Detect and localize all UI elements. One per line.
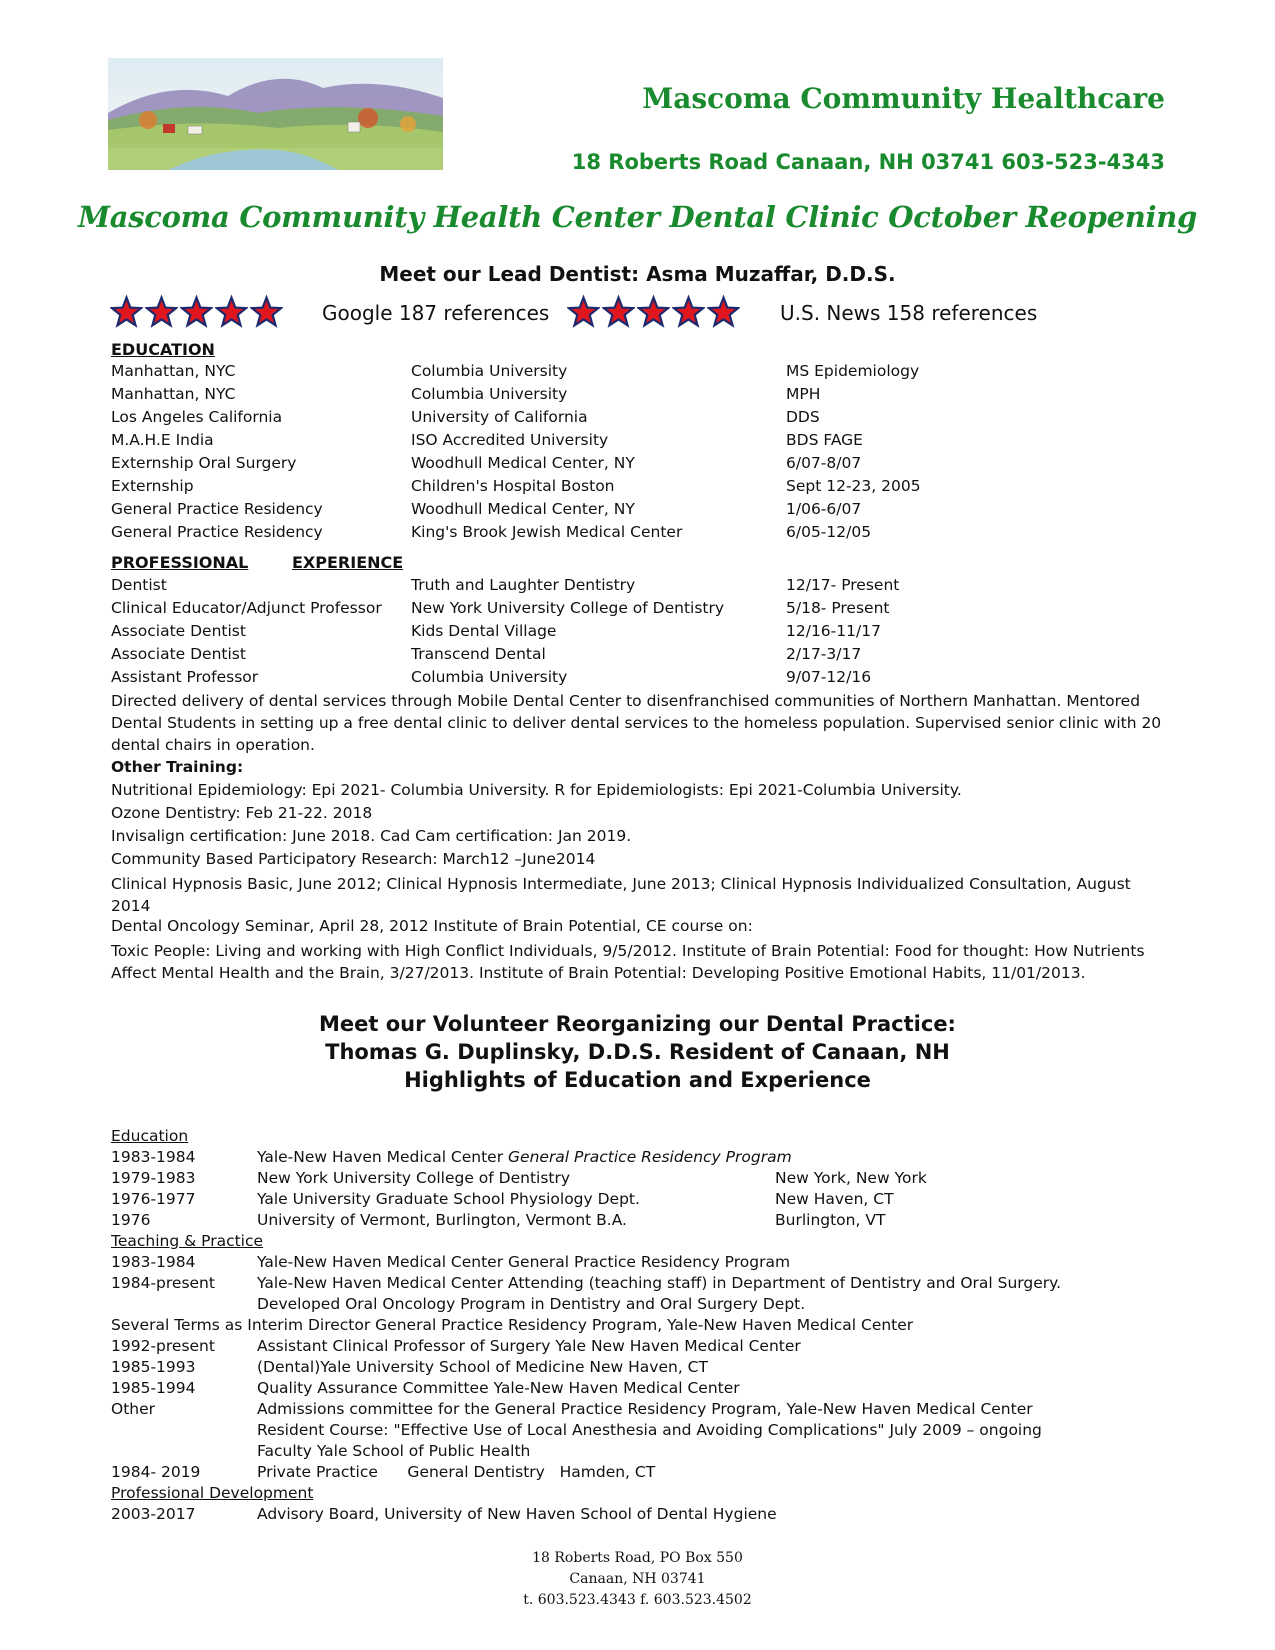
exp-row-2-dates: 12/16-11/17 <box>786 622 881 640</box>
edu-row-4-deg: 6/07-8/07 <box>786 454 862 472</box>
star-icon <box>567 294 600 330</box>
exp-row-2-org: Kids Dental Village <box>411 622 557 640</box>
vol-edu-1-loc: New York, New York <box>775 1169 927 1187</box>
training-line-2: Invisalign certification: June 2018. Cad Cam certification: Jan 2019. <box>111 827 632 845</box>
experience-heading-professional: PROFESSIONAL <box>111 553 249 572</box>
vol-edu-2-inst: Yale University Graduate School Physiology Dept. <box>257 1190 640 1208</box>
teach2-6-text: Private Practice General Dentistry Hamden, CT <box>257 1463 656 1481</box>
vol-edu-3-inst: University of Vermont, Burlington, Vermont B.A. <box>257 1211 627 1229</box>
teach-0-year: 1983-1984 <box>111 1253 196 1271</box>
volunteer-name: Thomas G. Duplinsky, D.D.S. Resident of Canaan, NH <box>325 1040 950 1064</box>
star-icon <box>145 294 178 330</box>
experience-summary: Directed delivery of dental services through Mobile Dental Center to disenfranchised communities of Northern Manhattan. Mentored Dental Students in setting up a free dental clinic to deliver dental services to the homeless population. Supervised senior clinic with 20 dental chairs in operation. <box>111 692 1162 754</box>
teach2-5-text: Faculty Yale School of Public Health <box>257 1442 531 1460</box>
teach2-3-year: Other <box>111 1400 156 1418</box>
exp-row-1-org: New York University College of Dentistry <box>411 599 725 617</box>
exp-row-0-dates: 12/17- Present <box>786 576 900 594</box>
google-references: Google 187 references <box>322 301 550 325</box>
exp-row-1-role: Clinical Educator/Adjunct Professor <box>111 599 382 617</box>
training-line-1: Ozone Dentistry: Feb 21-22. 2018 <box>111 804 373 822</box>
vol-edu-3-year: 1976 <box>111 1211 151 1229</box>
edu-row-0-place: Manhattan, NYC <box>111 362 236 380</box>
edu-row-5-deg: Sept 12-23, 2005 <box>786 477 921 495</box>
teach2-2-text: Quality Assurance Committee Yale-New Haven Medical Center <box>257 1379 740 1397</box>
org-name: Mascoma Community Healthcare <box>642 82 1165 115</box>
edu-row-3-deg: BDS FAGE <box>786 431 863 449</box>
edu-row-6-inst: Woodhull Medical Center, NY <box>411 500 635 518</box>
exp-row-2-role: Associate Dentist <box>111 622 246 640</box>
exp-row-3-role: Associate Dentist <box>111 645 246 663</box>
google-stars <box>110 294 283 334</box>
training-line-6: Toxic People: Living and working with High Conflict Individuals, 9/5/2012. Institute of Brain Potential: Food for thought: How Nutrients Affect Mental Health and the Brain, 3/27/2013. Institute of Brain Potential: Developing Positive Emotional Habits, 11/01/2013. <box>111 942 1145 982</box>
edu-row-2-place: Los Angeles California <box>111 408 283 426</box>
footer-phone-fax: t. 603.523.4343 f. 603.523.4502 <box>523 1592 752 1608</box>
header-address: 18 Roberts Road Canaan, NH 03741 603-523-4343 <box>571 150 1165 174</box>
teaching-heading: Teaching & Practice <box>111 1232 264 1250</box>
vol-edu-2-loc: New Haven, CT <box>775 1190 894 1208</box>
exp-row-0-role: Dentist <box>111 576 167 594</box>
edu-row-7-deg: 6/05-12/05 <box>786 523 872 541</box>
star-icon <box>602 294 635 330</box>
professional-development-heading: Professional Development <box>111 1484 314 1502</box>
edu-row-2-deg: DDS <box>786 408 820 426</box>
exp-row-0-org: Truth and Laughter Dentistry <box>411 576 636 594</box>
page-headline: Mascoma Community Health Center Dental Clinic October Reopening <box>77 200 1198 234</box>
training-heading: Other Training: <box>111 758 244 776</box>
teach2-1-year: 1985-1993 <box>111 1358 196 1376</box>
volunteer-title: Meet our Volunteer Reorganizing our Dental Practice: <box>319 1012 956 1036</box>
teach2-1-text: (Dental)Yale University School of Medicine New Haven, CT <box>257 1358 708 1376</box>
edu-row-6-place: General Practice Residency <box>111 500 323 518</box>
star-icon <box>637 294 670 330</box>
star-icon <box>215 294 248 330</box>
edu-row-5-place: Externship <box>111 477 194 495</box>
edu-row-4-inst: Woodhull Medical Center, NY <box>411 454 635 472</box>
edu-row-7-inst: King's Brook Jewish Medical Center <box>411 523 683 541</box>
exp-row-3-dates: 2/17-3/17 <box>786 645 862 663</box>
training-line-3: Community Based Participatory Research: March12 –June2014 <box>111 850 596 868</box>
edu-row-4-place: Externship Oral Surgery <box>111 454 297 472</box>
star-icon <box>110 294 143 330</box>
edu-row-2-inst: University of California <box>411 408 588 426</box>
teach2-6-year: 1984- 2019 <box>111 1463 201 1481</box>
vol-edu-1-inst: New York University College of Dentistry <box>257 1169 571 1187</box>
vol-education-heading: Education <box>111 1127 189 1145</box>
star-icon <box>707 294 740 330</box>
vol-edu-1-year: 1979-1983 <box>111 1169 196 1187</box>
edu-row-1-inst: Columbia University <box>411 385 568 403</box>
teach2-3-text: Admissions committee for the General Practice Residency Program, Yale-New Haven Medical Center <box>257 1400 1033 1418</box>
experience-heading-experience: EXPERIENCE <box>292 553 404 572</box>
teach-0-text: Yale-New Haven Medical Center General Practice Residency Program <box>257 1253 791 1271</box>
edu-row-1-deg: MPH <box>786 385 821 403</box>
teach2-2-year: 1985-1994 <box>111 1379 196 1397</box>
edu-row-0-deg: MS Epidemiology <box>786 362 920 380</box>
edu-row-5-inst: Children's Hospital Boston <box>411 477 615 495</box>
exp-row-4-role: Assistant Professor <box>111 668 259 686</box>
pd-0-year: 2003-2017 <box>111 1505 196 1523</box>
training-line-0: Nutritional Epidemiology: Epi 2021- Columbia University. R for Epidemiologists: Epi 2021-Columbia University. <box>111 781 962 799</box>
vol-edu-0-inst-text: Yale-New Haven Medical Center <box>257 1148 509 1166</box>
star-icon <box>672 294 705 330</box>
vol-edu-2-year: 1976-1977 <box>111 1190 196 1208</box>
interim-director: Several Terms as Interim Director General Practice Residency Program, Yale-New Haven Medical Center <box>111 1316 914 1334</box>
exp-row-4-org: Columbia University <box>411 668 568 686</box>
teach2-0-year: 1992-present <box>111 1337 215 1355</box>
star-icon <box>180 294 213 330</box>
volunteer-subtitle: Highlights of Education and Experience <box>404 1068 871 1092</box>
edu-row-1-place: Manhattan, NYC <box>111 385 236 403</box>
teach-2-text: Developed Oral Oncology Program in Dentistry and Oral Surgery Dept. <box>257 1295 806 1313</box>
vol-edu-0-year: 1983-1984 <box>111 1148 196 1166</box>
edu-row-3-place: M.A.H.E India <box>111 431 214 449</box>
edu-row-3-inst: ISO Accredited University <box>411 431 609 449</box>
lead-dentist-title: Meet our Lead Dentist: Asma Muzaffar, D.D.S. <box>379 262 896 286</box>
star-icon <box>250 294 283 330</box>
edu-row-6-deg: 1/06-6/07 <box>786 500 862 518</box>
teach2-4-text: Resident Course: "Effective Use of Local Anesthesia and Avoiding Complications" July 2009 – ongoing <box>257 1421 1042 1439</box>
edu-row-0-inst: Columbia University <box>411 362 568 380</box>
training-line-5: Dental Oncology Seminar, April 28, 2012 Institute of Brain Potential, CE course on: <box>111 917 753 935</box>
education-heading: EDUCATION <box>111 340 215 359</box>
exp-row-4-dates: 9/07-12/16 <box>786 668 872 686</box>
exp-row-3-org: Transcend Dental <box>411 645 546 663</box>
teach-1-text: Yale-New Haven Medical Center Attending (teaching staff) in Department of Dentistry and Oral Surgery. <box>257 1274 1062 1292</box>
pd-0-text: Advisory Board, University of New Haven School of Dental Hygiene <box>257 1505 777 1523</box>
vol-edu-0-program: General Practice Residency Program <box>508 1148 792 1166</box>
teach-1-year: 1984-present <box>111 1274 215 1292</box>
usnews-stars <box>567 294 740 334</box>
edu-row-7-place: General Practice Residency <box>111 523 323 541</box>
footer-address-line2: Canaan, NH 03741 <box>569 1571 706 1587</box>
footer-address-line1: 18 Roberts Road, PO Box 550 <box>532 1550 743 1566</box>
usnews-references: U.S. News 158 references <box>780 301 1038 325</box>
exp-row-1-dates: 5/18- Present <box>786 599 890 617</box>
vol-edu-3-loc: Burlington, VT <box>775 1211 886 1229</box>
vol-edu-0-inst <box>257 1148 792 1166</box>
teach2-0-text: Assistant Clinical Professor of Surgery Yale New Haven Medical Center <box>257 1337 801 1355</box>
training-line-4: Clinical Hypnosis Basic, June 2012; Clinical Hypnosis Intermediate, June 2013; Clinical Hypnosis Individualized Consultation, August 2014 <box>111 875 1131 915</box>
